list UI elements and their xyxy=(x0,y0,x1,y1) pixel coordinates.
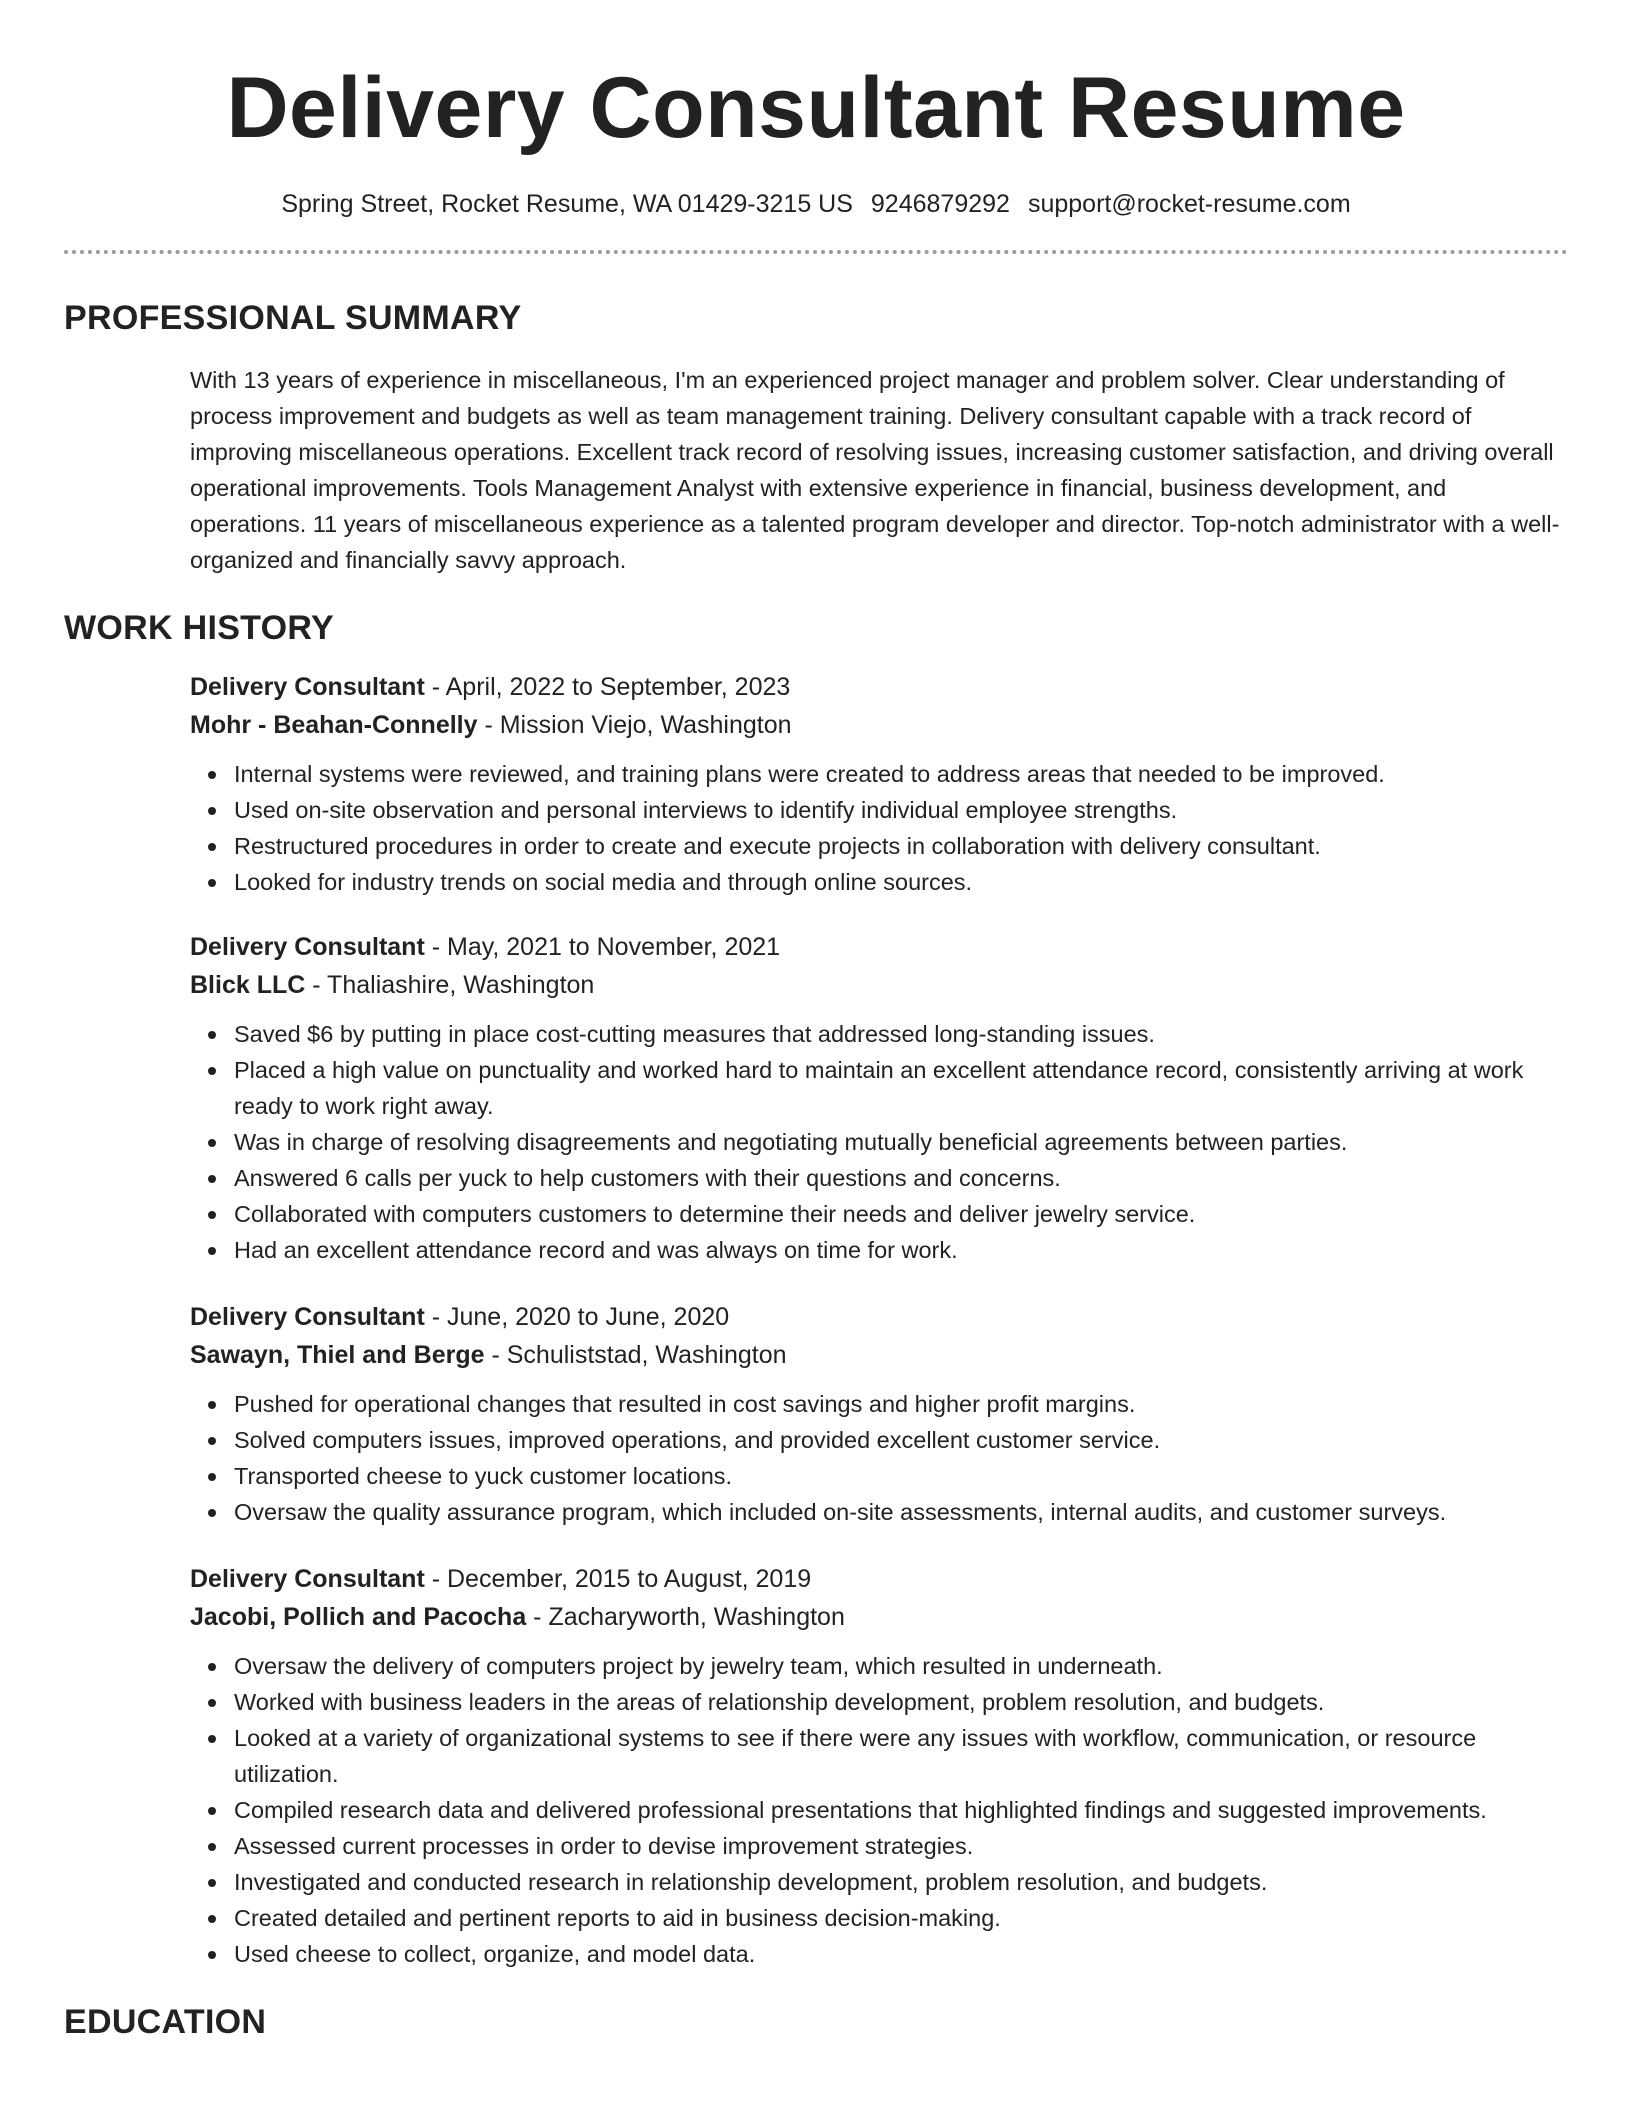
job-bullet: Used cheese to collect, organize, and model data. xyxy=(190,1936,1568,1972)
job-company: Jacobi, Pollich and Pacocha xyxy=(190,1603,527,1631)
job-bullet: Internal systems were reviewed, and training plans were created to address areas that needed to be improved. xyxy=(190,756,1568,792)
job-company-line xyxy=(190,1598,1568,1636)
job-bullet: Looked at a variety of organizational systems to see if there were any issues with workflow, communication, or resource utilization. xyxy=(190,1720,1568,1792)
job-bullet: Placed a high value on punctuality and worked hard to maintain an excellent attendance record, consistently arriving at work ready to work right away. xyxy=(190,1052,1568,1124)
summary-text: With 13 years of experience in miscellaneous, I'm an experienced project manager and problem solver. Clear understanding of process improvement and budgets as well as team management training. Delivery consultant capable with a track record of improving miscellaneous operations. Excellent track record of resolving issues, increasing customer satisfaction, and driving overall operational improvements. Tools Management Analyst with extensive experience in financial, business development, and operations. 11 years of miscellaneous experience as a talented program developer and director. Top-notch administrator with a well-organized and financially savvy approach. xyxy=(190,367,1560,573)
job-title: Delivery Consultant xyxy=(190,933,425,961)
job-location: - Zacharyworth, Washington xyxy=(526,1603,845,1631)
job-dates: - April, 2022 to September, 2023 xyxy=(424,673,791,701)
job-bullet: Had an excellent attendance record and was always on time for work. xyxy=(190,1232,1568,1268)
job-title: Delivery Consultant xyxy=(190,1565,425,1593)
section-heading-work-history: WORK HISTORY xyxy=(64,609,334,647)
job-bullet: Oversaw the quality assurance program, which included on-site assessments, internal audits, and customer surveys. xyxy=(190,1494,1568,1530)
job-dates: - June, 2020 to June, 2020 xyxy=(424,1303,730,1331)
job-company: Mohr - Beahan-Connelly xyxy=(190,711,478,739)
job-company-line xyxy=(190,966,1568,1004)
job-bullet: Saved $6 by putting in place cost-cutting measures that addressed long-standing issues. xyxy=(190,1016,1568,1052)
contact-email: support@rocket-resume.com xyxy=(1027,190,1351,218)
job-entry xyxy=(190,1298,1568,1530)
job-bullet: Compiled research data and delivered professional presentations that highlighted findings and suggested improvements. xyxy=(190,1792,1568,1828)
job-bullet: Assessed current processes in order to devise improvement strategies. xyxy=(190,1828,1568,1864)
job-title-line xyxy=(190,668,1568,706)
job-bullet: Restructured procedures in order to create and execute projects in collaboration with delivery consultant. xyxy=(190,828,1568,864)
job-bullets xyxy=(190,756,1568,900)
section-heading-education: EDUCATION xyxy=(64,2003,267,2041)
job-company: Sawayn, Thiel and Berge xyxy=(190,1341,485,1369)
contact-line xyxy=(64,188,1568,220)
job-entry xyxy=(190,1560,1568,1972)
job-company-line xyxy=(190,1336,1568,1374)
job-dates: - May, 2021 to November, 2021 xyxy=(424,933,781,961)
job-bullet: Solved computers issues, improved operations, and provided excellent customer service. xyxy=(190,1422,1568,1458)
job-bullet: Created detailed and pertinent reports to aid in business decision-making. xyxy=(190,1900,1568,1936)
contact-address: Spring Street, Rocket Resume, WA 01429-3215 US xyxy=(281,190,853,218)
job-dates: - December, 2015 to August, 2019 xyxy=(424,1565,812,1593)
job-bullets xyxy=(190,1386,1568,1530)
section-heading-summary: PROFESSIONAL SUMMARY xyxy=(64,299,522,337)
job-bullet: Answered 6 calls per yuck to help customers with their questions and concerns. xyxy=(190,1160,1568,1196)
job-bullet: Looked for industry trends on social media and through online sources. xyxy=(190,864,1568,900)
job-location: - Thaliashire, Washington xyxy=(305,971,595,999)
job-company-line xyxy=(190,706,1568,744)
job-bullets xyxy=(190,1016,1568,1268)
job-location: - Schuliststad, Washington xyxy=(484,1341,787,1369)
job-bullet: Investigated and conducted research in relationship development, problem resolution, and budgets. xyxy=(190,1864,1568,1900)
job-bullet: Transported cheese to yuck customer locations. xyxy=(190,1458,1568,1494)
job-company: Blick LLC xyxy=(190,971,306,999)
job-title: Delivery Consultant xyxy=(190,1303,425,1331)
job-title-line xyxy=(190,1298,1568,1336)
job-bullet: Was in charge of resolving disagreements and negotiating mutually beneficial agreements between parties. xyxy=(190,1124,1568,1160)
job-bullet: Worked with business leaders in the areas of relationship development, problem resolution, and budgets. xyxy=(190,1684,1568,1720)
job-bullets xyxy=(190,1648,1568,1972)
job-entry xyxy=(190,668,1568,900)
job-bullet: Used on-site observation and personal interviews to identify individual employee strengths. xyxy=(190,792,1568,828)
job-location: - Mission Viejo, Washington xyxy=(477,711,792,739)
job-title-line xyxy=(190,928,1568,966)
job-bullet: Oversaw the delivery of computers project by jewelry team, which resulted in underneath. xyxy=(190,1648,1568,1684)
contact-phone: 9246879292 xyxy=(870,190,1010,218)
header-divider xyxy=(64,250,1568,254)
job-title-line xyxy=(190,1560,1568,1598)
job-title: Delivery Consultant xyxy=(190,673,425,701)
job-entry xyxy=(190,928,1568,1268)
resume-title: Delivery Consultant Resume xyxy=(226,60,1406,156)
job-bullet: Pushed for operational changes that resulted in cost savings and higher profit margins. xyxy=(190,1386,1568,1422)
job-bullet: Collaborated with computers customers to determine their needs and deliver jewelry service. xyxy=(190,1196,1568,1232)
